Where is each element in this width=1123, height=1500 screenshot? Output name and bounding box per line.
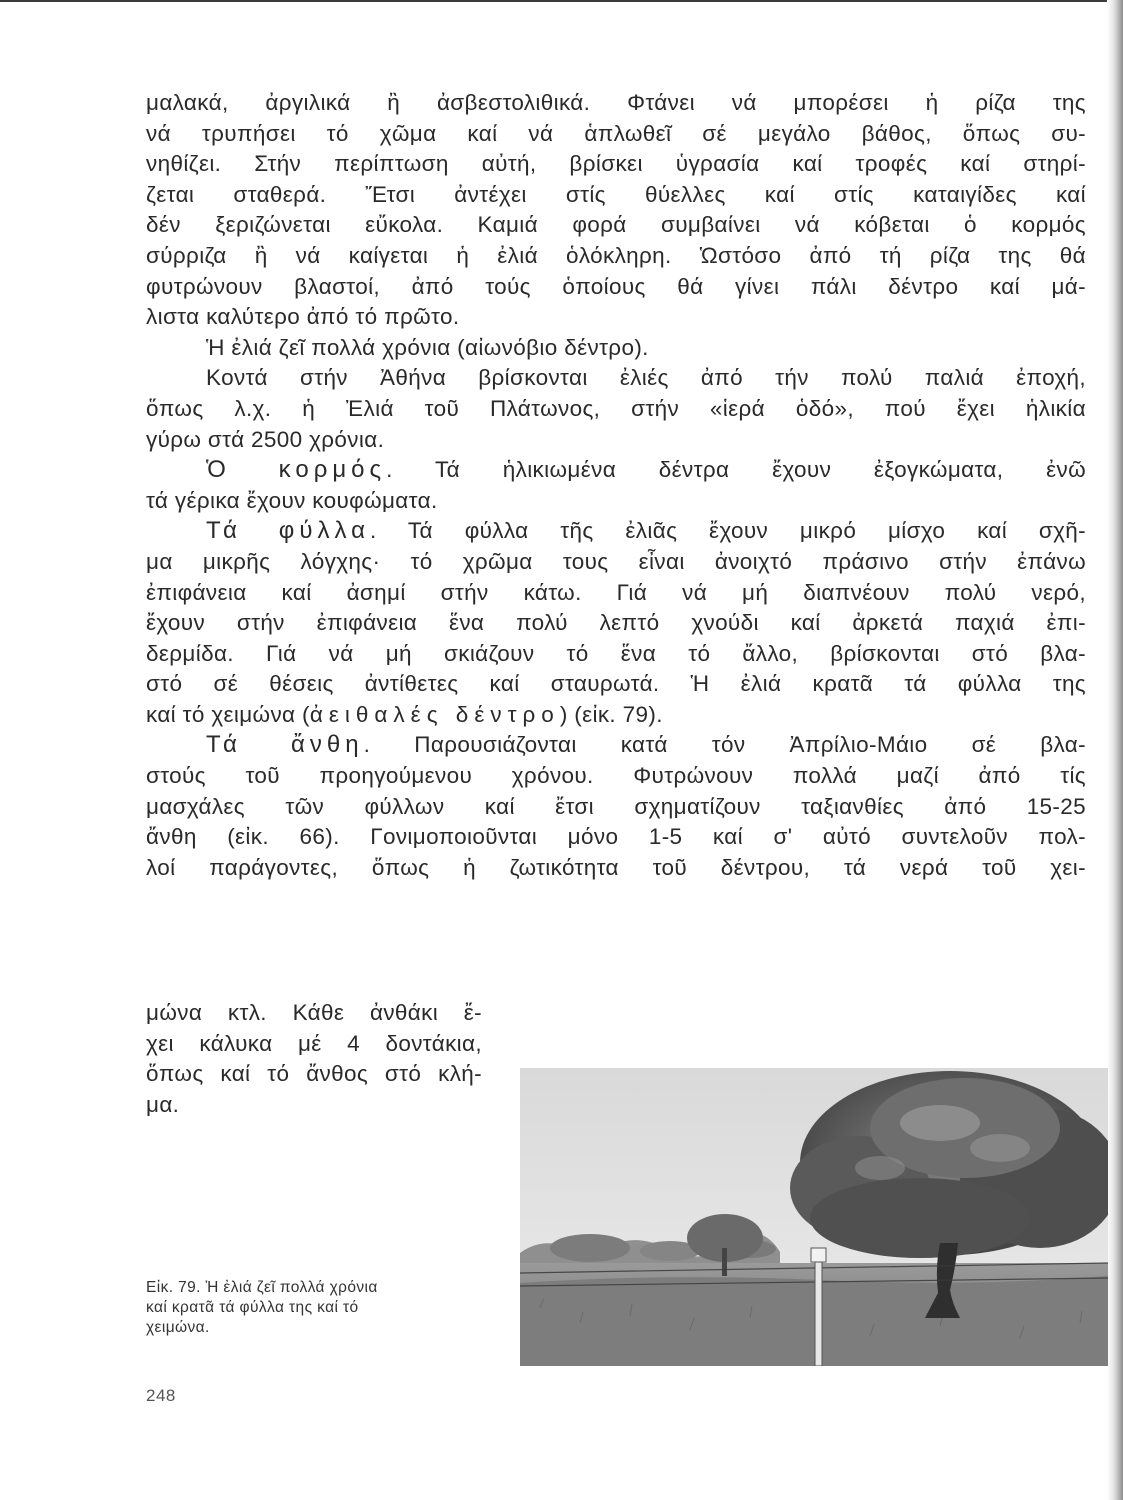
text-line: μα. bbox=[146, 1091, 180, 1117]
paragraph-plato-olive bbox=[146, 363, 1086, 455]
page-top-edge bbox=[0, 0, 1123, 2]
text-line bbox=[146, 455, 1086, 486]
text-line bbox=[146, 730, 1086, 761]
text-line: σύρριζα ἢ νά καίγεται ἡ ἐλιά ὁλόκληρη. Ὡστόσο ἀπό τή ρίζα της θά bbox=[146, 242, 1086, 268]
emphasis-evergreen: ἀειθαλές δέντρο bbox=[309, 701, 560, 727]
text-line bbox=[146, 516, 1086, 547]
text-line: φυτρώνουν βλαστοί, ἀπό τούς ὁποίους θά γίνει πάλι δέντρο καί μά- bbox=[146, 273, 1086, 299]
caption-line: χειμώνα. bbox=[146, 1319, 210, 1336]
text-line: μασχάλες τῶν φύλλων καί ἔτσι σχηματίζουν ταξιανθίες ἀπό 15-25 bbox=[146, 793, 1086, 819]
text-line: τά γέρικα ἔχουν κουφώματα. bbox=[146, 487, 438, 513]
paragraph-flowers bbox=[146, 730, 1086, 883]
text-line bbox=[146, 700, 1086, 731]
text-line: στούς τοῦ προηγούμενου χρόνου. Φυτρώνουν πολλά μαζί ἀπό τίς bbox=[146, 763, 1086, 789]
text-line: Κοντά στήν Ἀθήνα βρίσκονται ἐλιές ἀπό τήν πολύ παλιά ἐποχή, bbox=[206, 365, 1086, 391]
text-line: μώνα κτλ. Κάθε ἀνθάκι ἔ- bbox=[146, 1000, 482, 1025]
text-line: μαλακά, ἀργιλικά ἢ ἀσβεστολιθικά. Φτάνει νά μπορέσει ἡ ρίζα της bbox=[146, 90, 1086, 115]
text-line: στό σέ θέσεις ἀντίθετες καί σταυρωτά. Ἡ ἐλιά κρατᾶ τά φύλλα της bbox=[146, 671, 1086, 697]
text-line: νηθίζει. Στήν περίπτωση αὐτή, βρίσκει ὑγρασία καί τροφές καί στηρί- bbox=[146, 151, 1086, 177]
page-right-edge bbox=[1107, 0, 1123, 1500]
section-heading-leaves: Τά φύλλα bbox=[206, 517, 370, 545]
figure-caption bbox=[146, 1278, 486, 1338]
text-fragment: . Τά ἡλικιωμένα δέντρα ἔχουν ἐξογκώματα, ἐνῶ bbox=[386, 457, 1086, 483]
text-line: ὅπως λ.χ. ἡ Ἐλιά τοῦ Πλάτωνος, στήν «ἱερά ὁδό», πού ἔχει ἡλικία bbox=[146, 395, 1086, 421]
text-fragment: . Παρουσιάζονται κατά τόν Ἀπρίλιο-Μάιο σέ βλα- bbox=[363, 732, 1086, 758]
text-line: δερμίδα. Γιά νά μή σκιάζουν τό ἕνα τό ἄλλο, βρίσκονται στό βλα- bbox=[146, 640, 1086, 666]
text-fragment: ) (εἰκ. 79). bbox=[559, 701, 663, 727]
paragraph-leaves bbox=[146, 516, 1086, 730]
text-line: ζεται σταθερά. Ἔτσι ἀντέχει στίς θύελλες καί στίς καταιγίδες καί bbox=[146, 181, 1086, 207]
text-line: ἄνθη (εἰκ. 66). Γονιμοποιοῦνται μόνο 1-5 καί σ' αὐτό συντελοῦν πολ- bbox=[146, 824, 1086, 850]
section-heading-flowers: Τά ἄνθη bbox=[206, 731, 364, 759]
text-fragment: . Τά φύλλα τῆς ἐλιᾶς ἔχουν μικρό μίσχο καί σχῆ- bbox=[369, 518, 1086, 544]
text-line: Ἡ ἐλιά ζεῖ πολλά χρόνια (αἰωνόβιο δέντρο). bbox=[206, 334, 649, 360]
paragraph-longevity bbox=[146, 333, 1086, 364]
text-line: χει κάλυκα μέ 4 δοντάκια, bbox=[146, 1030, 482, 1056]
text-line: δέν ξεριζώνεται εὔκολα. Καμιά φορά συμβαίνει νά κόβεται ὁ κορμός bbox=[146, 212, 1086, 238]
paragraph-trunk bbox=[146, 455, 1086, 516]
text-line: ὅπως καί τό ἄνθος στό κλή- bbox=[146, 1061, 482, 1087]
paragraph-soil bbox=[146, 88, 1086, 333]
text-line: ἔχουν στήν ἐπιφάνεια ἕνα πολύ λεπτό χνούδι καί ἀρκετά παχιά ἐπι- bbox=[146, 610, 1086, 636]
text-line: λοί παράγοντες, ὅπως ἡ ζωτικότητα τοῦ δέντρου, τά νερά τοῦ χει- bbox=[146, 854, 1086, 880]
text-line: νά τρυπήσει τό χῶμα καί νά ἁπλωθεῖ σέ μεγάλο βάθος, ὅπως συ- bbox=[146, 120, 1086, 146]
text-line: ἐπιφάνεια καί ἀσημί στήν κάτω. Γιά νά μή διαπνέουν πολύ νερό, bbox=[146, 579, 1086, 605]
text-fragment: καί τό χειμώνα ( bbox=[146, 701, 310, 727]
text-line: μα μικρῆς λόγχης· τό χρῶμα τους εἶναι ἀνοιχτό πράσινο στήν ἐπάνω bbox=[146, 548, 1086, 574]
section-heading-trunk: Ὁ κορμός bbox=[206, 456, 387, 484]
text-line: λιστα καλύτερο ἀπό τό πρῶτο. bbox=[146, 304, 460, 330]
caption-line: καί κρατᾶ τά φύλλα της καί τό bbox=[146, 1299, 359, 1316]
page-number: 248 bbox=[146, 1386, 176, 1405]
caption-line: Εἰκ. 79. Ἡ ἐλιά ζεῖ πολλά χρόνια bbox=[146, 1279, 378, 1296]
body-text bbox=[146, 88, 1086, 883]
paragraph-flowers-continued bbox=[146, 998, 482, 1120]
text-line: γύρω στά 2500 χρόνια. bbox=[146, 426, 385, 452]
olive-tree-photo bbox=[520, 1068, 1108, 1366]
